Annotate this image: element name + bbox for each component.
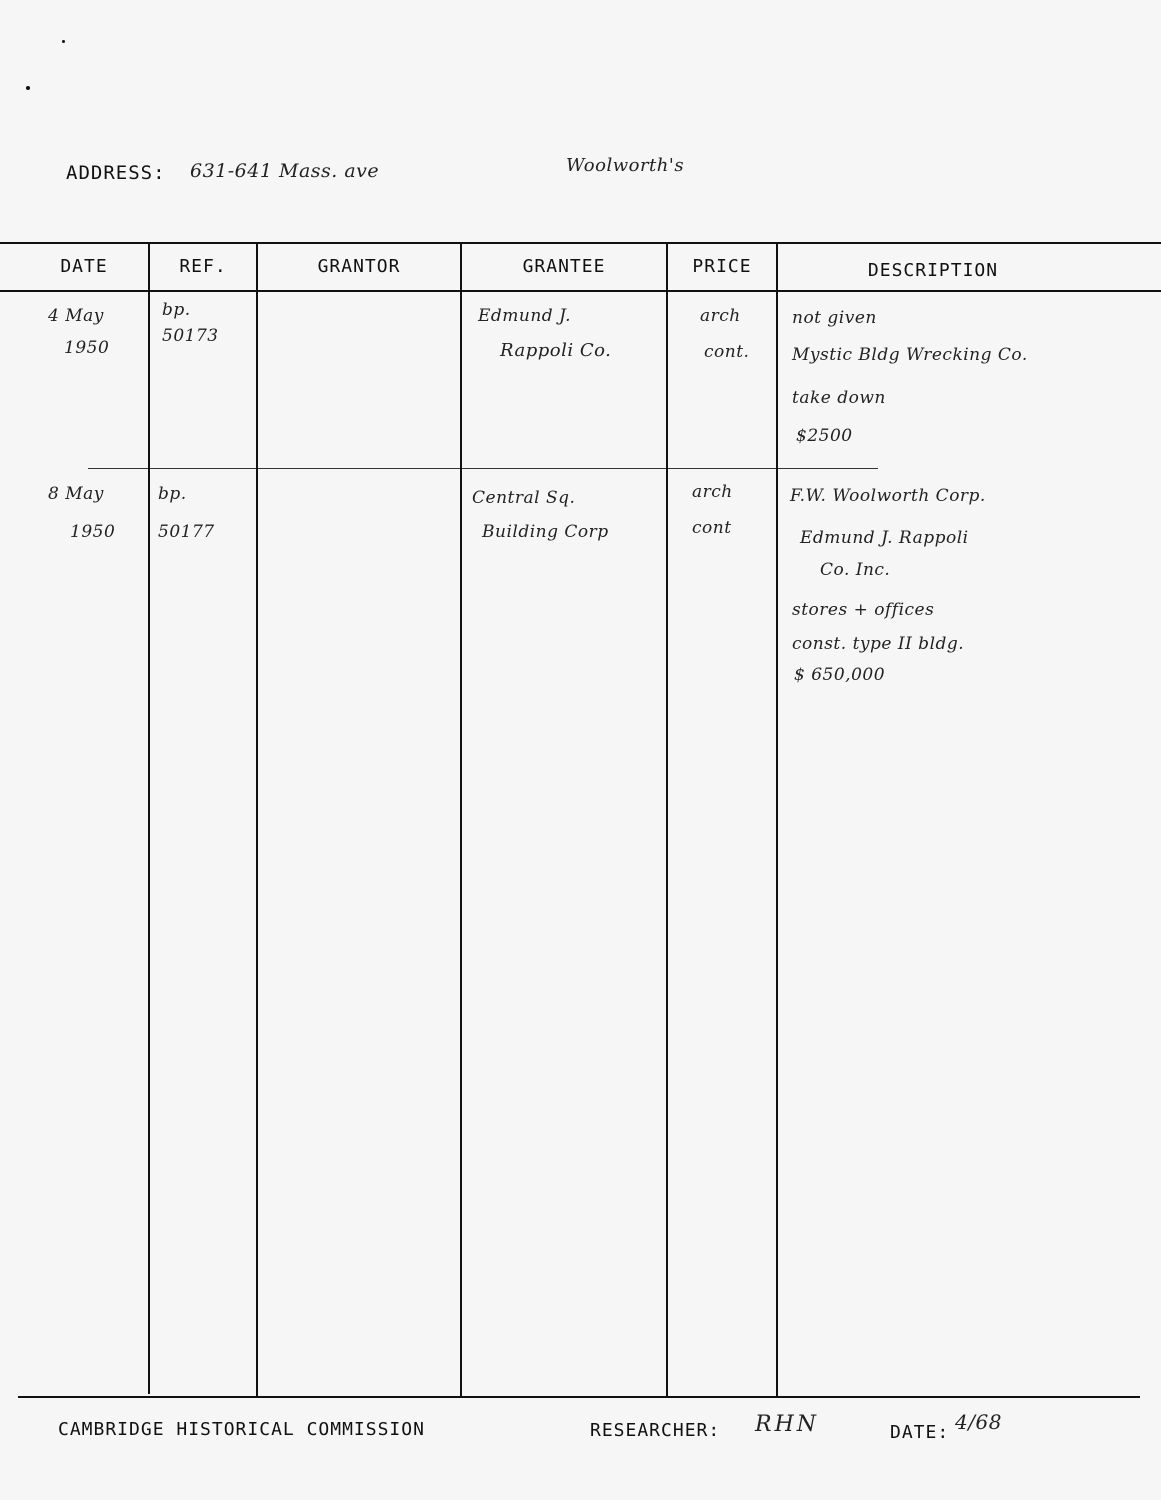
row-description-line: take down: [792, 388, 886, 408]
row-date-day: 4 May: [48, 306, 104, 326]
researcher-label: RESEARCHER:: [590, 1420, 721, 1441]
row-description-line: stores + offices: [792, 600, 935, 620]
column-header-date: DATE: [60, 256, 108, 277]
column-divider: [460, 242, 462, 1398]
row-date-year: 1950: [64, 338, 110, 358]
row-ref-prefix: bp.: [158, 484, 187, 504]
table-header-rule: [0, 290, 1161, 292]
column-divider: [776, 242, 778, 1398]
date-value: 4/68: [955, 1410, 1002, 1434]
stray-mark: [26, 86, 30, 90]
row-description-line: $ 650,000: [794, 665, 886, 685]
column-header-grantor: GRANTOR: [317, 256, 401, 277]
column-divider: [256, 242, 258, 1398]
row-description-line: Edmund J. Rappoli: [800, 528, 969, 548]
column-header-price: PRICE: [692, 256, 752, 277]
row-description-line: Mystic Bldg Wrecking Co.: [792, 345, 1028, 365]
researcher-value: RHN: [755, 1412, 819, 1437]
table-top-rule: [0, 242, 1161, 244]
row-description-line: F.W. Woolworth Corp.: [790, 486, 986, 506]
row-price-line2: cont: [692, 518, 732, 538]
address-value: 631-641 Mass. ave: [190, 160, 380, 182]
row-divider: [88, 468, 878, 469]
row-price-line1: arch: [692, 482, 733, 502]
column-divider: [666, 242, 668, 1398]
date-label: DATE:: [890, 1422, 950, 1443]
column-header-ref: REF.: [179, 256, 227, 277]
row-grantee-line1: Central Sq.: [472, 488, 576, 508]
row-ref-number: 50177: [158, 522, 215, 542]
organization-name: CAMBRIDGE HISTORICAL COMMISSION: [58, 1419, 425, 1440]
address-label: ADDRESS:: [66, 162, 166, 184]
row-grantee-line1: Edmund J.: [478, 306, 571, 326]
row-ref-prefix: bp.: [162, 300, 191, 320]
row-description-line: not given: [792, 308, 877, 328]
row-grantee-line2: Rappoli Co.: [500, 340, 612, 361]
row-price-line2: cont.: [704, 342, 750, 362]
row-ref-number: 50173: [162, 326, 219, 346]
row-description-line: const. type II bldg.: [792, 634, 965, 654]
row-date-day: 8 May: [48, 484, 104, 504]
building-name: Woolworth's: [566, 155, 685, 176]
stray-mark: [62, 40, 65, 43]
row-date-year: 1950: [70, 522, 116, 542]
column-divider: [148, 242, 150, 1394]
column-header-grantee: GRANTEE: [522, 256, 606, 277]
column-header-description: DESCRIPTION: [867, 260, 999, 281]
row-grantee-line2: Building Corp: [482, 522, 609, 542]
row-description-line: $2500: [796, 426, 853, 446]
row-description-line: Co. Inc.: [820, 560, 891, 580]
row-price-line1: arch: [700, 306, 741, 326]
table-bottom-rule: [18, 1396, 1140, 1398]
